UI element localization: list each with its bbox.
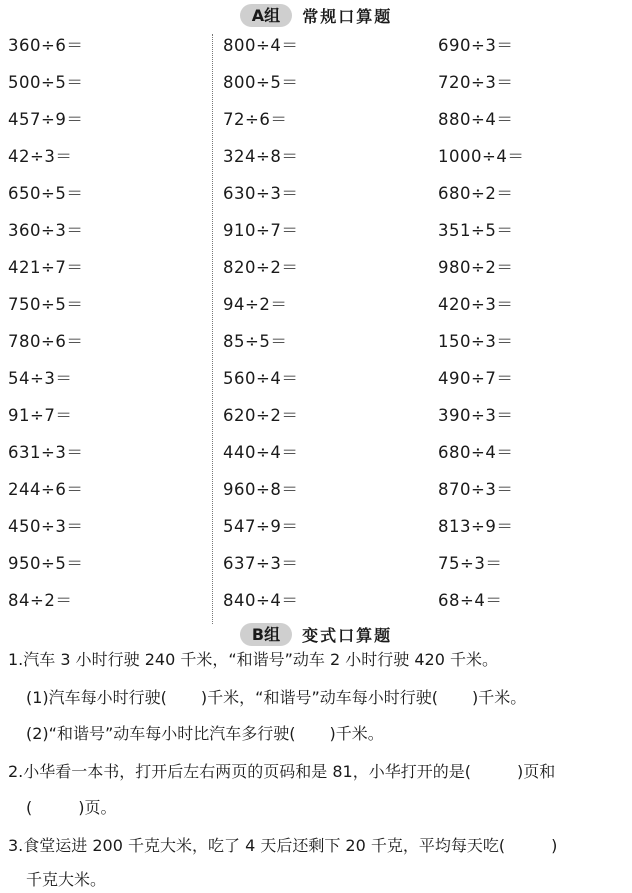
- division-problem: 680÷2＝: [438, 184, 514, 203]
- division-problem: 820÷2＝: [223, 258, 299, 277]
- division-problem: 720÷3＝: [438, 73, 514, 92]
- division-problem: 450÷3＝: [8, 517, 84, 536]
- problem-column-3: [438, 30, 632, 622]
- question-3-text-a: 3.食堂运进 200 千克大米，吃了 4 天后还剩下 20 千克，平均每天吃(: [8, 836, 506, 855]
- section-b-badge: B组: [240, 623, 292, 646]
- question-1-text: 1.汽车 3 小时行驶 240 千米，“和谐号”动车 2 小时行驶 420 千米。: [8, 650, 498, 669]
- division-problem: 637÷3＝: [223, 554, 299, 573]
- question-3-text-c: 千克大米。: [26, 870, 107, 889]
- section-a-header: [0, 3, 632, 27]
- question-1-part-1-text-b: )千米，“和谐号”动车每小时行驶(: [200, 688, 438, 707]
- section-b-header: [0, 622, 632, 646]
- division-problem: 813÷9＝: [438, 517, 514, 536]
- division-problem: 800÷5＝: [223, 73, 299, 92]
- division-problem: 420÷3＝: [438, 295, 514, 314]
- division-problem: 950÷5＝: [8, 554, 84, 573]
- question-3-text-b: ): [551, 836, 558, 855]
- question-2-line-1: [8, 760, 555, 784]
- division-problem: 547÷9＝: [223, 517, 299, 536]
- section-a-title: 常规口算题: [302, 6, 393, 26]
- division-problem: 960÷8＝: [223, 480, 299, 499]
- problem-column-1: [8, 30, 208, 622]
- division-problem: 75÷3＝: [438, 554, 503, 573]
- division-problem: 42÷3＝: [8, 147, 73, 166]
- division-problem: 390÷3＝: [438, 406, 514, 425]
- division-problem: 54÷3＝: [8, 369, 73, 388]
- division-problem: 360÷3＝: [8, 221, 84, 240]
- division-problem: 500÷5＝: [8, 73, 84, 92]
- dotted-divider: [212, 34, 213, 624]
- division-problem: 360÷6＝: [8, 36, 84, 55]
- division-problem: 457÷9＝: [8, 110, 84, 129]
- question-3-line-1: [8, 834, 557, 858]
- division-problem: 244÷6＝: [8, 480, 84, 499]
- division-problem: 910÷7＝: [223, 221, 299, 240]
- division-problem: 84÷2＝: [8, 591, 73, 610]
- question-1-part-1-text-c: )千米。: [472, 688, 527, 707]
- division-problem: 620÷2＝: [223, 406, 299, 425]
- division-problem: 680÷4＝: [438, 443, 514, 462]
- division-problem: 490÷7＝: [438, 369, 514, 388]
- division-problem: 85÷5＝: [223, 332, 288, 351]
- division-problem: 650÷5＝: [8, 184, 84, 203]
- division-problem: 94÷2＝: [223, 295, 288, 314]
- question-3-line-2: [26, 868, 106, 892]
- division-problem: 880÷4＝: [438, 110, 514, 129]
- division-problem: 68÷4＝: [438, 591, 503, 610]
- division-problem: 560÷4＝: [223, 369, 299, 388]
- division-problem: 91÷7＝: [8, 406, 73, 425]
- question-2-text-a: 2.小华看一本书，打开后左右两页的页码和是 81，小华打开的是(: [8, 762, 471, 781]
- division-problem: 750÷5＝: [8, 295, 84, 314]
- division-problem: 980÷2＝: [438, 258, 514, 277]
- division-problem: 150÷3＝: [438, 332, 514, 351]
- section-b-title: 变式口算题: [302, 625, 393, 645]
- division-problem: 870÷3＝: [438, 480, 514, 499]
- question-1-part-2-text-a: (2)“和谐号”动车每小时比汽车多行驶(: [26, 724, 296, 743]
- question-2-text-d: )页。: [78, 798, 117, 817]
- division-problem: 780÷6＝: [8, 332, 84, 351]
- division-problem: 630÷3＝: [223, 184, 299, 203]
- division-problem: 421÷7＝: [8, 258, 84, 277]
- division-problem: 631÷3＝: [8, 443, 84, 462]
- division-problem: 690÷3＝: [438, 36, 514, 55]
- problem-grid: [0, 30, 632, 622]
- question-2-text-b: )页和: [516, 762, 556, 781]
- division-problem: 440÷4＝: [223, 443, 299, 462]
- question-1-part-2: [26, 722, 384, 746]
- division-problem: 324÷8＝: [223, 147, 299, 166]
- division-problem: 72÷6＝: [223, 110, 288, 129]
- division-problem: 351÷5＝: [438, 221, 514, 240]
- question-2-line-2: [26, 796, 117, 820]
- question-1-part-2-text-b: )千米。: [329, 724, 384, 743]
- section-a-badge: A组: [240, 4, 292, 27]
- question-1-part-1: [26, 686, 526, 710]
- division-problem: 1000÷4＝: [438, 147, 525, 166]
- division-problem: 800÷4＝: [223, 36, 299, 55]
- division-problem: 840÷4＝: [223, 591, 299, 610]
- question-2-text-c: (: [26, 798, 33, 817]
- question-1: [8, 648, 498, 672]
- question-1-part-1-text-a: (1)汽车每小时行驶(: [26, 688, 167, 707]
- problem-column-2: [223, 30, 423, 622]
